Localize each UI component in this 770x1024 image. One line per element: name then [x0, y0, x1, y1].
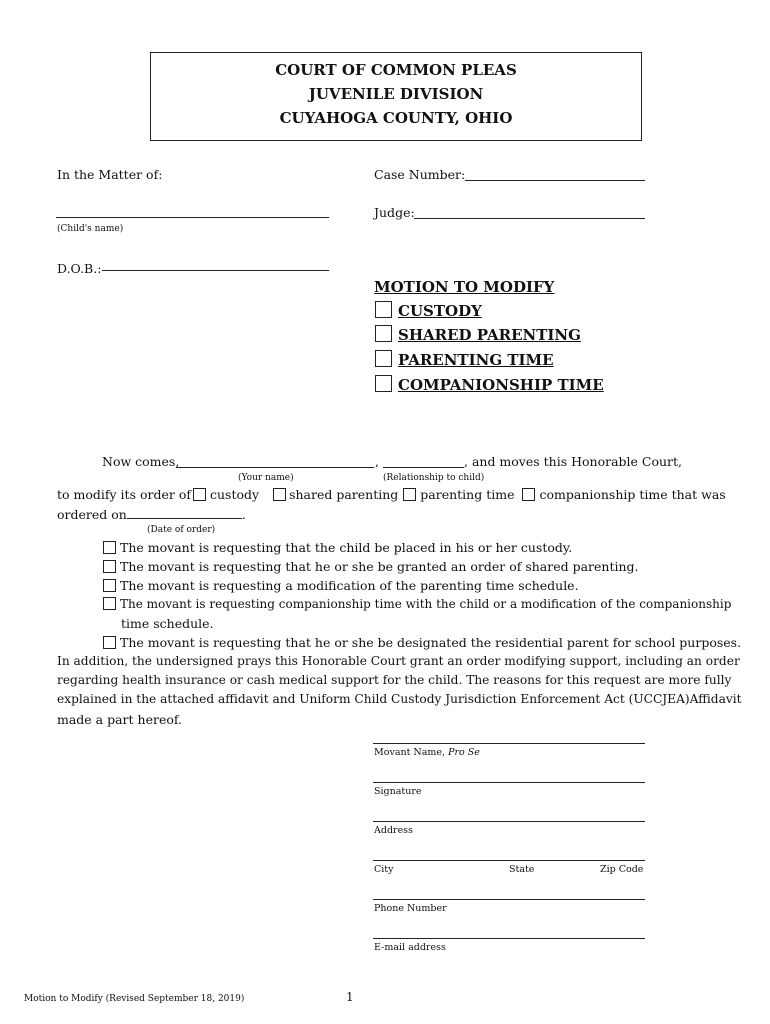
request-custody-checkbox[interactable]	[103, 541, 116, 554]
relationship-field[interactable]	[383, 467, 464, 468]
court-header-box	[150, 52, 642, 141]
dob-field[interactable]	[102, 270, 329, 271]
ordered-on-period: .	[241, 507, 246, 522]
division-name: JUVENILE DIVISION	[308, 85, 484, 103]
request-shared-row	[103, 559, 639, 574]
custody-inline-label: custody	[209, 487, 260, 502]
request-parenting-row	[103, 578, 579, 593]
request-parenting-text: The movant is requesting a modification of the parenting time schedule.	[120, 578, 579, 593]
companionship-time-inline-checkbox[interactable]	[522, 488, 535, 501]
case-number-field[interactable]	[465, 180, 645, 181]
state-label: State	[509, 864, 535, 875]
footer-revision: Motion to Modify (Revised September 18, 2019)	[24, 994, 245, 1004]
addition-line-1: In addition, the undersigned prays this Honorable Court grant an order modifying support, including an order	[57, 654, 740, 668]
pro-se-text: Pro Se	[448, 747, 480, 758]
companionship-time-checkbox[interactable]	[375, 375, 392, 392]
ordered-on-text	[57, 506, 246, 522]
shared-parenting-inline-label: shared parenting	[289, 487, 399, 502]
companionship-time-option-label: COMPANIONSHIP TIME	[398, 376, 604, 394]
date-of-order-field[interactable]	[127, 506, 242, 519]
request-custody-text: The movant is requesting that the child be placed in his or her custody.	[120, 540, 573, 555]
request-residential-row	[103, 635, 741, 650]
case-number-label: Case Number:	[374, 167, 466, 182]
movant-name-label	[374, 747, 480, 758]
relationship-label: (Relationship to child)	[383, 473, 485, 483]
and-moves-text: , and moves this Honorable Court,	[464, 454, 683, 469]
companionship-time-inline-label: companionship time that was	[539, 487, 726, 502]
comma-text: ,	[375, 454, 379, 469]
movant-name-text: Movant Name,	[374, 747, 449, 758]
request-parenting-checkbox[interactable]	[103, 579, 116, 592]
parenting-time-option-label: PARENTING TIME	[398, 351, 554, 369]
request-companionship-row	[103, 597, 731, 611]
request-companionship-checkbox[interactable]	[103, 597, 116, 610]
custody-inline-checkbox[interactable]	[193, 488, 206, 501]
signature-label: Signature	[374, 786, 422, 797]
request-residential-text: The movant is requesting that he or she be designated the residential parent for school purposes.	[120, 635, 742, 650]
phone-label: Phone Number	[374, 903, 447, 914]
address-field[interactable]	[373, 821, 645, 822]
request-shared-text: The movant is requesting that he or she be granted an order of shared parenting.	[120, 559, 639, 574]
to-modify-label: to modify its order of	[57, 487, 191, 502]
request-companionship-cont: time schedule.	[121, 616, 214, 631]
page-number: 1	[346, 990, 354, 1004]
childs-name-label: (Child's name)	[57, 224, 124, 234]
in-the-matter-of-label: In the Matter of:	[57, 167, 163, 182]
parenting-time-inline-label: parenting time	[420, 487, 515, 502]
city-state-zip-field[interactable]	[373, 860, 645, 861]
email-label: E-mail address	[374, 942, 446, 953]
request-custody-row	[103, 540, 572, 555]
address-label: Address	[374, 825, 413, 836]
request-companionship-text: The movant is requesting companionship time with the child or a modification of the companionship	[120, 597, 732, 611]
motion-title: MOTION TO MODIFY	[374, 278, 555, 296]
judge-label: Judge:	[374, 205, 415, 220]
zip-label: Zip Code	[600, 864, 644, 875]
county-name: CUYAHOGA COUNTY, OHIO	[279, 109, 513, 127]
city-label: City	[374, 864, 394, 875]
parenting-time-inline-checkbox[interactable]	[403, 488, 416, 501]
court-name: COURT OF COMMON PLEAS	[275, 61, 517, 79]
childs-name-field[interactable]	[56, 217, 329, 218]
request-residential-checkbox[interactable]	[103, 636, 116, 649]
custody-option-label: CUSTODY	[398, 302, 482, 320]
dob-label: D.O.B.:	[57, 261, 102, 276]
shared-parenting-checkbox[interactable]	[375, 325, 392, 342]
signature-field[interactable]	[373, 782, 645, 783]
custody-checkbox[interactable]	[375, 301, 392, 318]
judge-field[interactable]	[414, 218, 645, 219]
phone-field[interactable]	[373, 899, 645, 900]
parenting-time-checkbox[interactable]	[375, 350, 392, 367]
addition-line-3: explained in the attached affidavit and Uniform Child Custody Jurisdiction Enforcement Act (UCCJEA)Affidavit	[57, 692, 742, 706]
date-of-order-label: (Date of order)	[147, 525, 216, 535]
movant-name-field[interactable]	[373, 743, 645, 744]
your-name-label: (Your name)	[238, 473, 294, 483]
addition-line-4: made a part hereof.	[57, 712, 183, 727]
email-field[interactable]	[373, 938, 645, 939]
to-modify-text	[57, 487, 726, 502]
addition-line-2: regarding health insurance or cash medical support for the child. The reasons for this request are more fully	[57, 673, 732, 687]
shared-parenting-option-label: SHARED PARENTING	[398, 326, 581, 344]
your-name-field[interactable]	[176, 467, 374, 468]
shared-parenting-inline-checkbox[interactable]	[273, 488, 286, 501]
ordered-on-label: ordered on	[57, 507, 127, 522]
request-shared-checkbox[interactable]	[103, 560, 116, 573]
now-comes-label: Now comes,	[102, 454, 180, 469]
